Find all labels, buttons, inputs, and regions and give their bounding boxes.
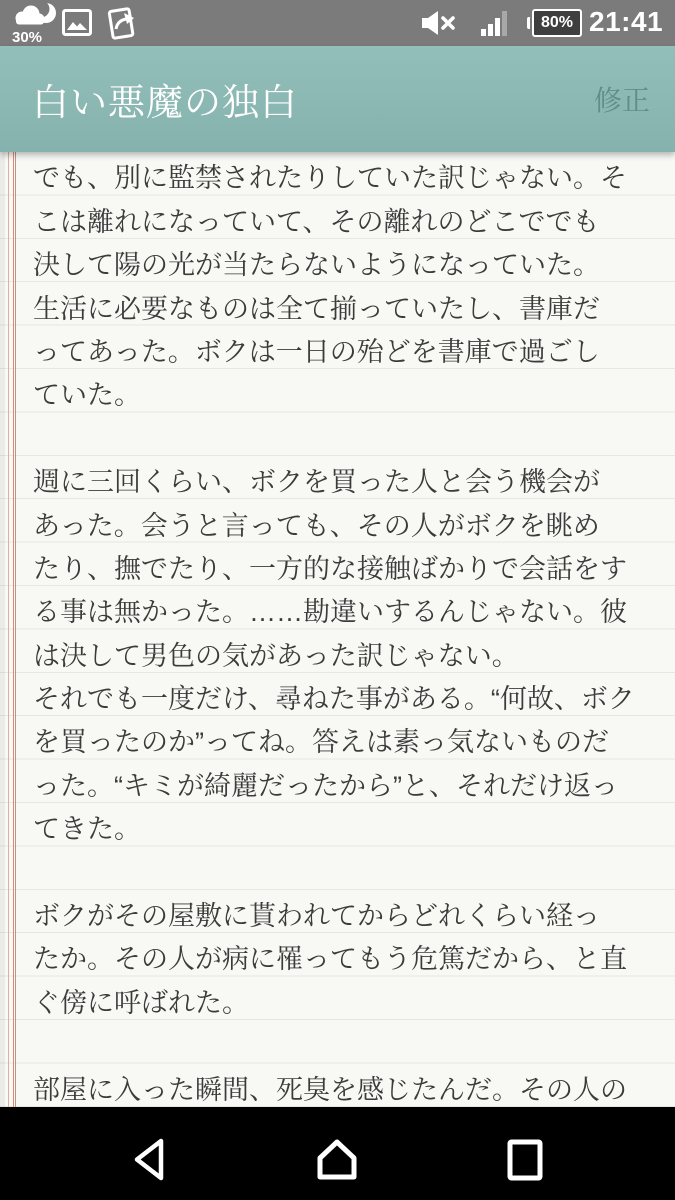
text-line[interactable]: たか。その人が病に罹ってもう危篤だから、と直	[33, 944, 627, 975]
recents-button[interactable]	[495, 1131, 555, 1191]
volume-muted-icon	[420, 10, 456, 41]
recents-icon	[507, 1139, 543, 1184]
text-line[interactable]: たり、撫でたり、一方的な接触ばかりで会話をす	[33, 553, 627, 584]
editor-lines[interactable]	[0, 152, 675, 1107]
text-line[interactable]	[0, 846, 675, 889]
edit-button[interactable]: 修正	[592, 75, 652, 123]
editor-area[interactable]	[0, 152, 675, 1107]
back-button[interactable]	[118, 1131, 178, 1191]
battery-icon	[532, 9, 582, 37]
text-line[interactable]: こは離れになっていて、その離れのどこででも	[33, 206, 600, 237]
text-line[interactable]: を買ったのか”ってね。答えは素っ気ないものだ	[33, 727, 609, 758]
home-icon	[316, 1139, 358, 1184]
text-line[interactable]: ってあった。ボクは一日の殆どを書庫で過ごし	[33, 336, 600, 367]
navigation-bar	[0, 1107, 675, 1200]
weather-percent: 30%	[12, 29, 43, 46]
signal-strength-icon	[481, 10, 510, 41]
battery-indicator	[527, 9, 585, 37]
battery-percent: 80%	[540, 14, 574, 31]
battery-cap	[527, 17, 530, 29]
home-button[interactable]	[307, 1131, 367, 1191]
text-line[interactable]: それでも一度だけ、尋ねた事がある。“何故、ボク	[33, 684, 635, 715]
text-line[interactable]: 部屋に入った瞬間、死臭を感じたんだ。その人の	[33, 1074, 627, 1105]
back-icon	[132, 1137, 165, 1185]
status-bar	[0, 0, 675, 47]
gallery-notification-icon	[62, 9, 92, 41]
text-line[interactable]	[0, 1020, 675, 1063]
text-line[interactable]: でも、別に監禁されたりしていた訳じゃない。そ	[33, 163, 627, 194]
text-line[interactable]: ぐ傍に呼ばれた。	[33, 987, 249, 1018]
weather-notification	[12, 2, 64, 45]
text-line[interactable]: 生活に必要なものは全て揃っていたし、書庫だ	[33, 293, 600, 324]
text-line[interactable]: てきた。	[33, 814, 141, 845]
text-line[interactable]: 週に三回くらい、ボクを買った人と会う機会が	[33, 467, 600, 498]
text-line[interactable]: 決して陽の光が当たらないようになっていた。	[33, 250, 600, 281]
screenshot-notification-icon	[104, 7, 140, 45]
clock: 21:41	[589, 6, 664, 37]
text-line[interactable]: は決して男色の気があった訳じゃない。	[33, 640, 519, 671]
text-line[interactable]: ボクがその屋敷に貰われてからどれくらい経っ	[33, 901, 600, 932]
text-line[interactable]	[0, 412, 675, 455]
text-line[interactable]: った。“キミが綺麗だったから”と、それだけ返っ	[33, 770, 618, 801]
text-line[interactable]: る事は無かった。……勘違いするんじゃない。彼	[33, 597, 627, 628]
text-line[interactable]: あった。会うと言っても、その人がボクを眺め	[33, 510, 600, 541]
page-title: 白い悪魔の独白	[32, 82, 298, 123]
text-line[interactable]: ていた。	[33, 380, 141, 411]
app-header	[0, 46, 675, 152]
